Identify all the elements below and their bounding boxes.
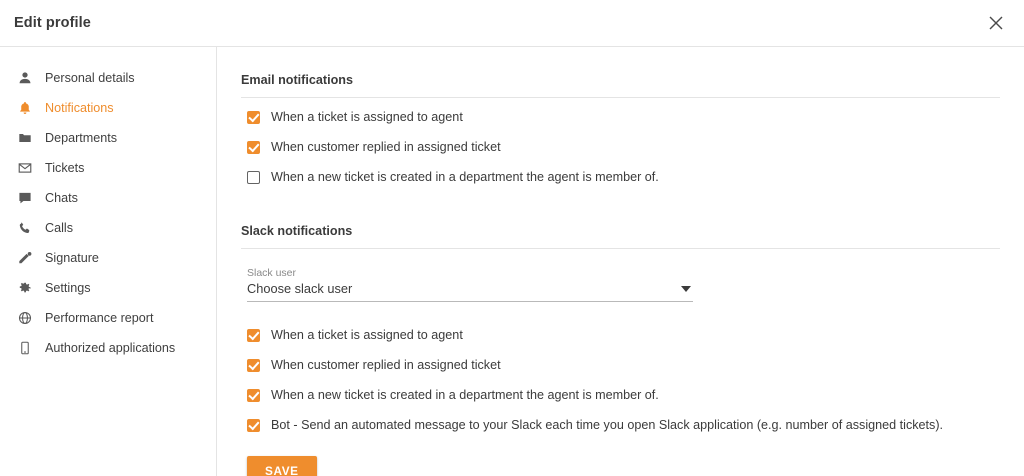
checkbox-checked-icon[interactable] <box>247 329 260 342</box>
sidebar-item-personal-details[interactable] <box>0 63 216 93</box>
notifications-panel <box>217 47 1024 476</box>
sidebar-item-calls[interactable] <box>0 213 216 243</box>
sidebar-item-label: Personal details <box>45 71 135 85</box>
sidebar-item-chats[interactable] <box>0 183 216 213</box>
save-button[interactable]: SAVE <box>247 456 317 476</box>
folder-icon <box>18 131 42 145</box>
sidebar-item-label: Chats <box>45 191 78 205</box>
sidebar-item-label: Departments <box>45 131 118 145</box>
sidebar-item-performance-report[interactable] <box>0 303 216 333</box>
slack-user-select-wrapper <box>247 267 693 302</box>
sidebar-item-notifications[interactable] <box>0 93 216 123</box>
sidebar-item-label: Tickets <box>45 161 85 175</box>
dialog-body <box>0 47 1024 476</box>
slack-option-bot-message[interactable] <box>241 410 1000 440</box>
checkbox-checked-icon[interactable] <box>247 141 260 154</box>
slack-user-select-value: Choose slack user <box>247 281 353 296</box>
checkbox-unchecked-icon[interactable] <box>247 171 260 184</box>
sidebar-item-label: Calls <box>45 221 73 235</box>
checkbox-checked-icon[interactable] <box>247 389 260 402</box>
person-icon <box>18 71 42 85</box>
sidebar-item-authorized-applications[interactable] <box>0 333 216 363</box>
checkbox-checked-icon[interactable] <box>247 359 260 372</box>
checkbox-label: When a ticket is assigned to agent <box>271 110 463 124</box>
checkbox-label: When a new ticket is created in a department the agent is member of. <box>271 170 659 184</box>
sidebar-item-label: Settings <box>45 281 91 295</box>
bell-icon <box>18 101 42 115</box>
sidebar-item-label: Performance report <box>45 311 154 325</box>
checkbox-label: When a ticket is assigned to agent <box>271 328 463 342</box>
mobile-icon <box>18 341 42 355</box>
sidebar-item-departments[interactable] <box>0 123 216 153</box>
checkbox-label: Bot - Send an automated message to your Slack each time you open Slack application (e.g. number of assigned tickets). <box>271 418 944 432</box>
chat-bubble-icon <box>18 191 42 205</box>
checkbox-label: When a new ticket is created in a department the agent is member of. <box>271 388 659 402</box>
email-option-customer-replied[interactable] <box>241 132 1000 162</box>
page-title: Edit profile <box>14 15 91 31</box>
sidebar-item-signature[interactable] <box>0 243 216 273</box>
sidebar <box>0 47 217 476</box>
close-icon[interactable] <box>984 11 1008 35</box>
slack-option-customer-replied[interactable] <box>241 350 1000 380</box>
envelope-icon <box>18 161 42 175</box>
checkbox-checked-icon[interactable] <box>247 419 260 432</box>
email-option-ticket-assigned[interactable] <box>241 102 1000 132</box>
email-notifications-heading: Email notifications <box>241 65 1000 98</box>
slack-user-label: Slack user <box>247 267 297 279</box>
checkbox-label: When customer replied in assigned ticket <box>271 358 501 372</box>
slack-option-ticket-assigned[interactable] <box>241 320 1000 350</box>
sidebar-item-tickets[interactable] <box>0 153 216 183</box>
sidebar-item-label: Authorized applications <box>45 341 176 355</box>
globe-icon <box>18 311 42 325</box>
checkbox-label: When customer replied in assigned ticket <box>271 140 501 154</box>
gear-icon <box>18 281 42 295</box>
pen-icon <box>18 251 42 265</box>
slack-option-new-ticket-department[interactable] <box>241 380 1000 410</box>
checkbox-checked-icon[interactable] <box>247 111 260 124</box>
chevron-down-icon[interactable] <box>681 286 691 292</box>
phone-icon <box>18 221 42 235</box>
dialog-titlebar <box>0 0 1024 47</box>
sidebar-item-label: Notifications <box>45 101 114 115</box>
slack-notifications-heading: Slack notifications <box>241 216 1000 249</box>
slack-user-select[interactable] <box>247 281 693 302</box>
email-option-new-ticket-department[interactable] <box>241 162 1000 192</box>
sidebar-item-settings[interactable] <box>0 273 216 303</box>
sidebar-item-label: Signature <box>45 251 99 265</box>
